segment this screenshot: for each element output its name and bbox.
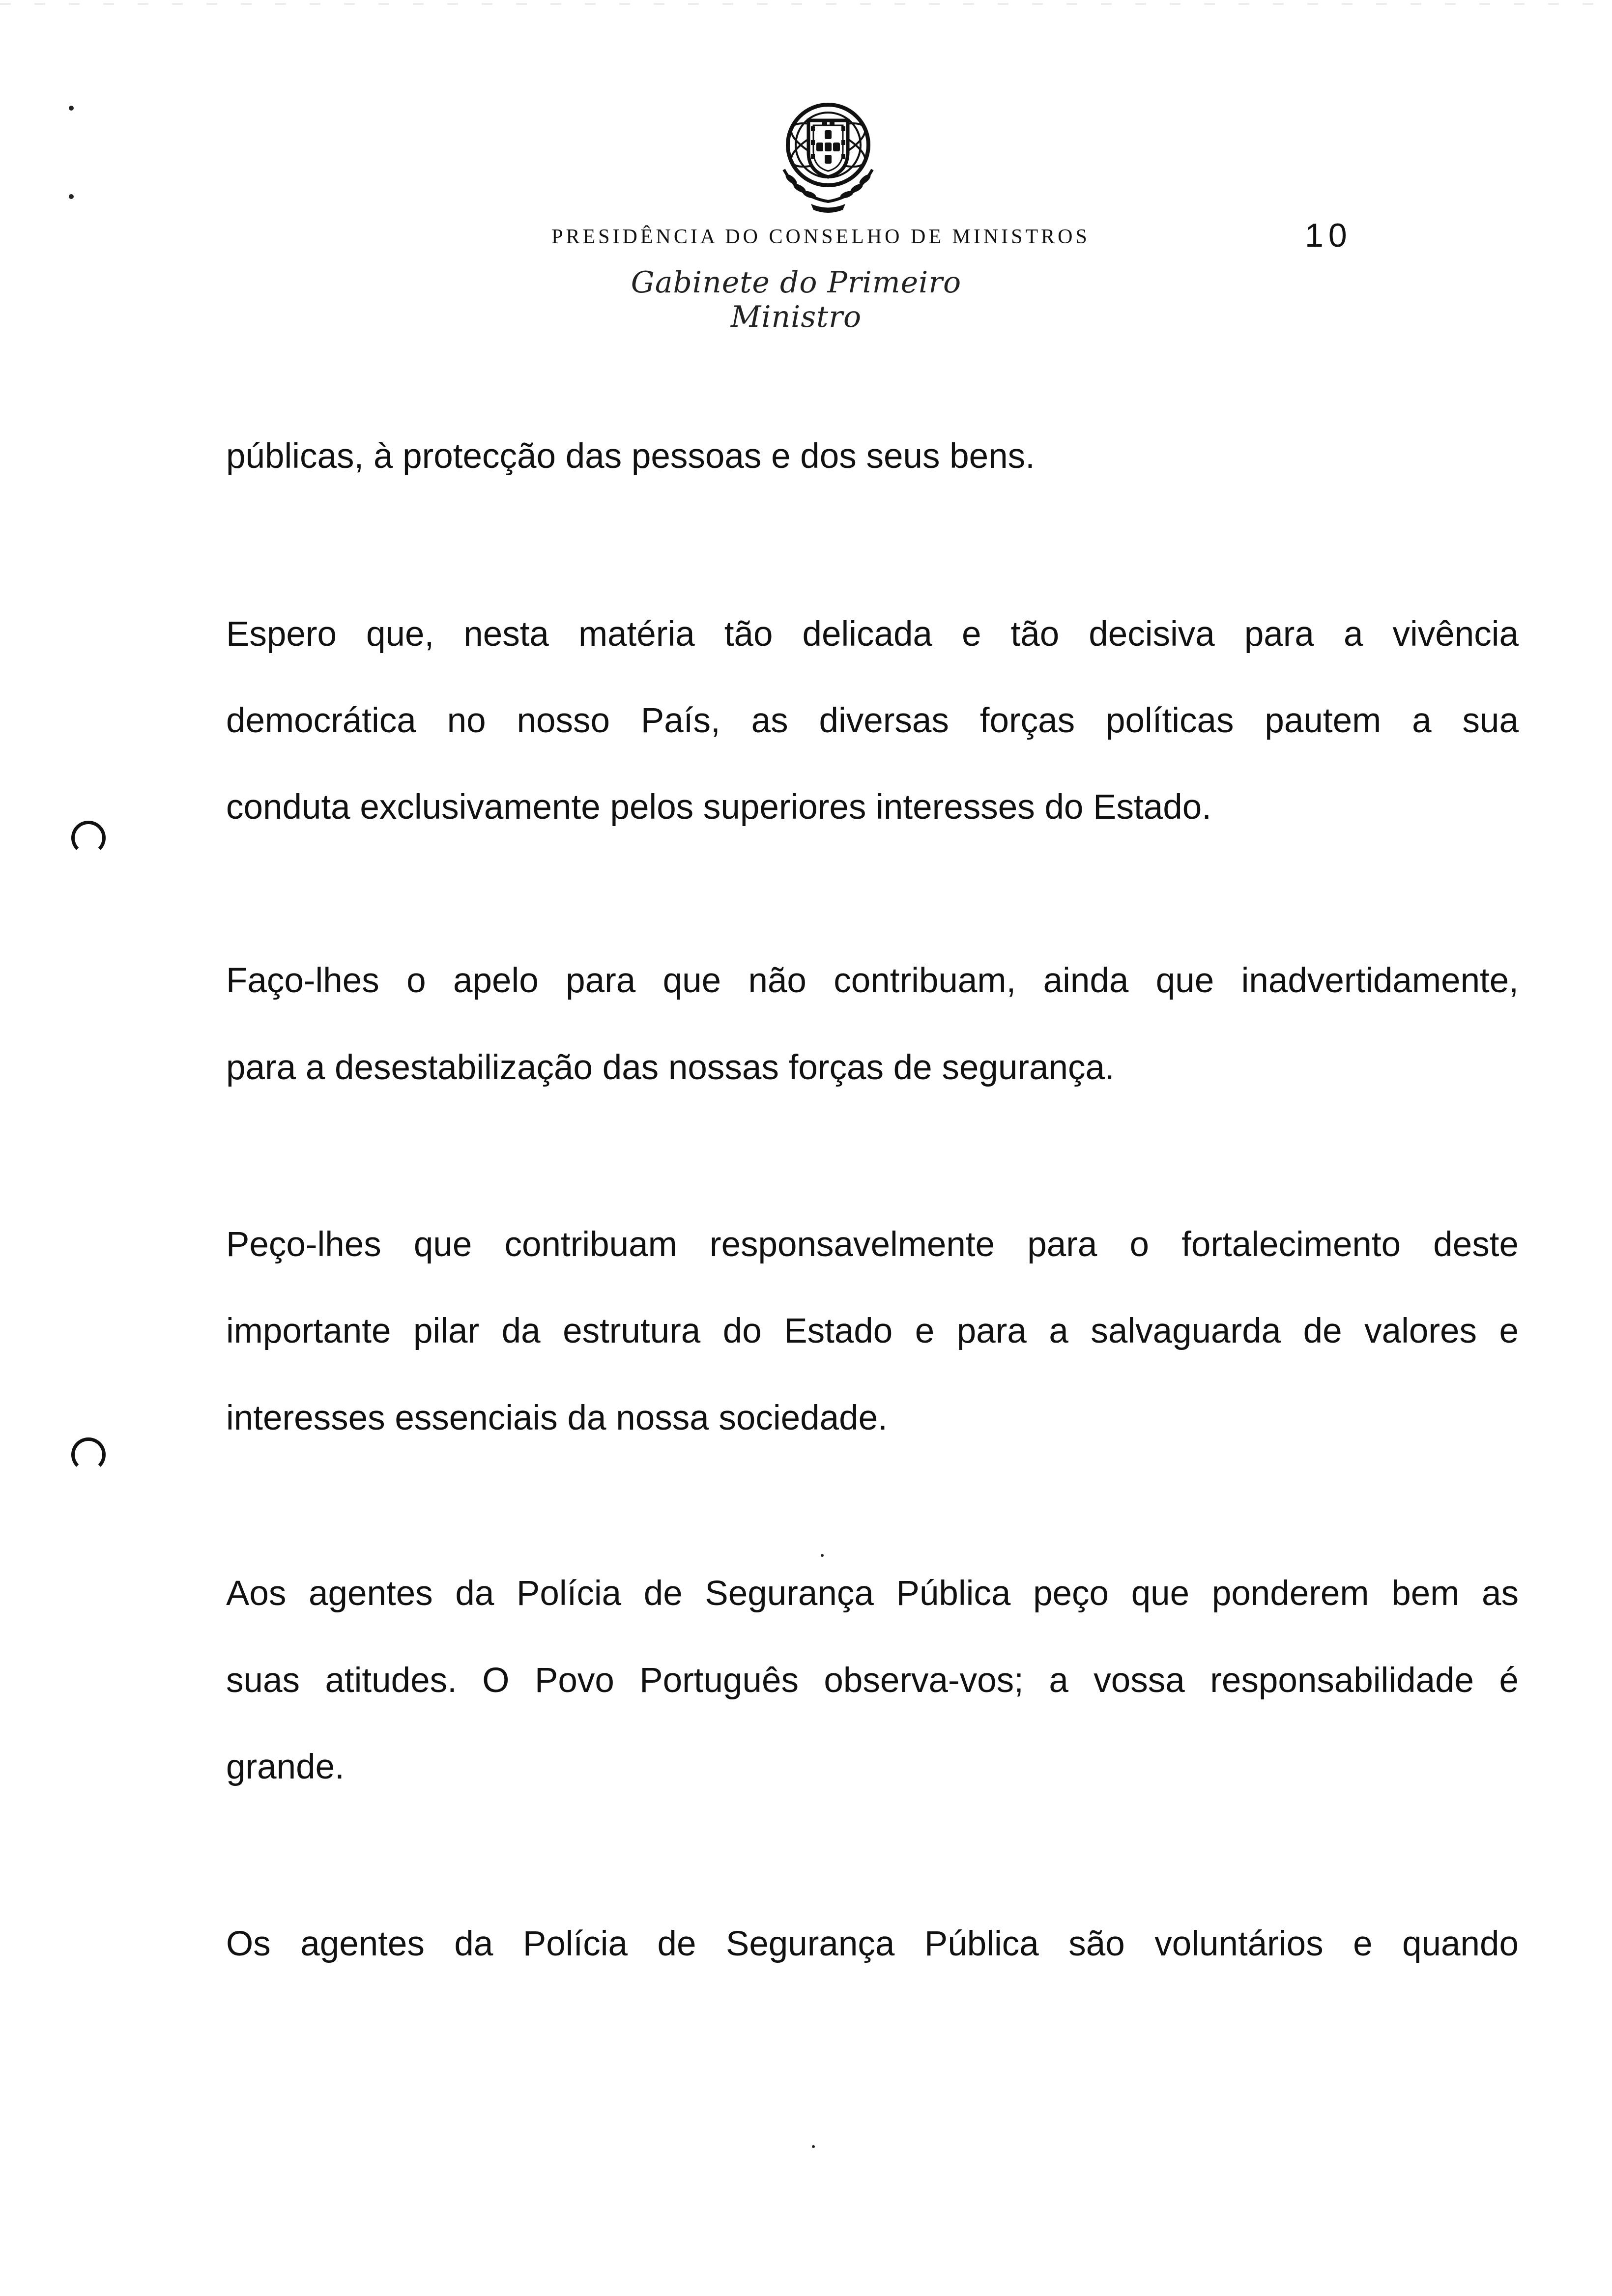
body-line: democrática no nosso País, as diversas forças políticas pautem a sua <box>226 701 1519 740</box>
scan-edge-noise <box>0 3 1612 5</box>
body-line: grande. <box>226 1748 345 1786</box>
portuguese-coat-of-arms-icon <box>764 96 892 214</box>
body-line: Faço-lhes o apelo para que não contribuam, ainda que inadvertidamente, <box>226 961 1519 1000</box>
page-number: 10 <box>1305 217 1352 254</box>
body-line: Peço-lhes que contribuam responsavelmente para o fortalecimento deste <box>226 1225 1519 1264</box>
institution-header: PRESIDÊNCIA DO CONSELHO DE MINISTROS <box>551 226 1090 248</box>
scan-speck <box>69 106 74 111</box>
body-line: importante pilar da estrutura do Estado e para a salvaguarda de valores e <box>226 1312 1519 1350</box>
scan-speck <box>821 1554 824 1557</box>
body-line: públicas, à protecção das pessoas e dos seus bens. <box>226 437 1035 476</box>
body-line: interesses essenciais da nossa sociedade. <box>226 1399 888 1437</box>
scan-speck <box>812 2145 815 2148</box>
punch-hole-mark <box>71 1437 106 1472</box>
body-line: para a desestabilização das nossas forças de segurança. <box>226 1048 1115 1087</box>
body-line: conduta exclusivamente pelos superiores interesses do Estado. <box>226 788 1211 827</box>
body-line: suas atitudes. O Povo Português observa-vos; a vossa responsabilidade é <box>226 1661 1519 1700</box>
office-subheader: Gabinete do Primeiro Ministro <box>631 265 962 334</box>
body-line: Os agentes da Polícia de Segurança Pública são voluntários e quando <box>226 1924 1519 1963</box>
body-line: Espero que, nesta matéria tão delicada e tão decisiva para a vivência <box>226 615 1519 654</box>
scan-speck <box>69 194 74 199</box>
body-line: Aos agentes da Polícia de Segurança Pública peço que ponderem bem as <box>226 1574 1519 1613</box>
punch-hole-mark <box>71 821 106 855</box>
